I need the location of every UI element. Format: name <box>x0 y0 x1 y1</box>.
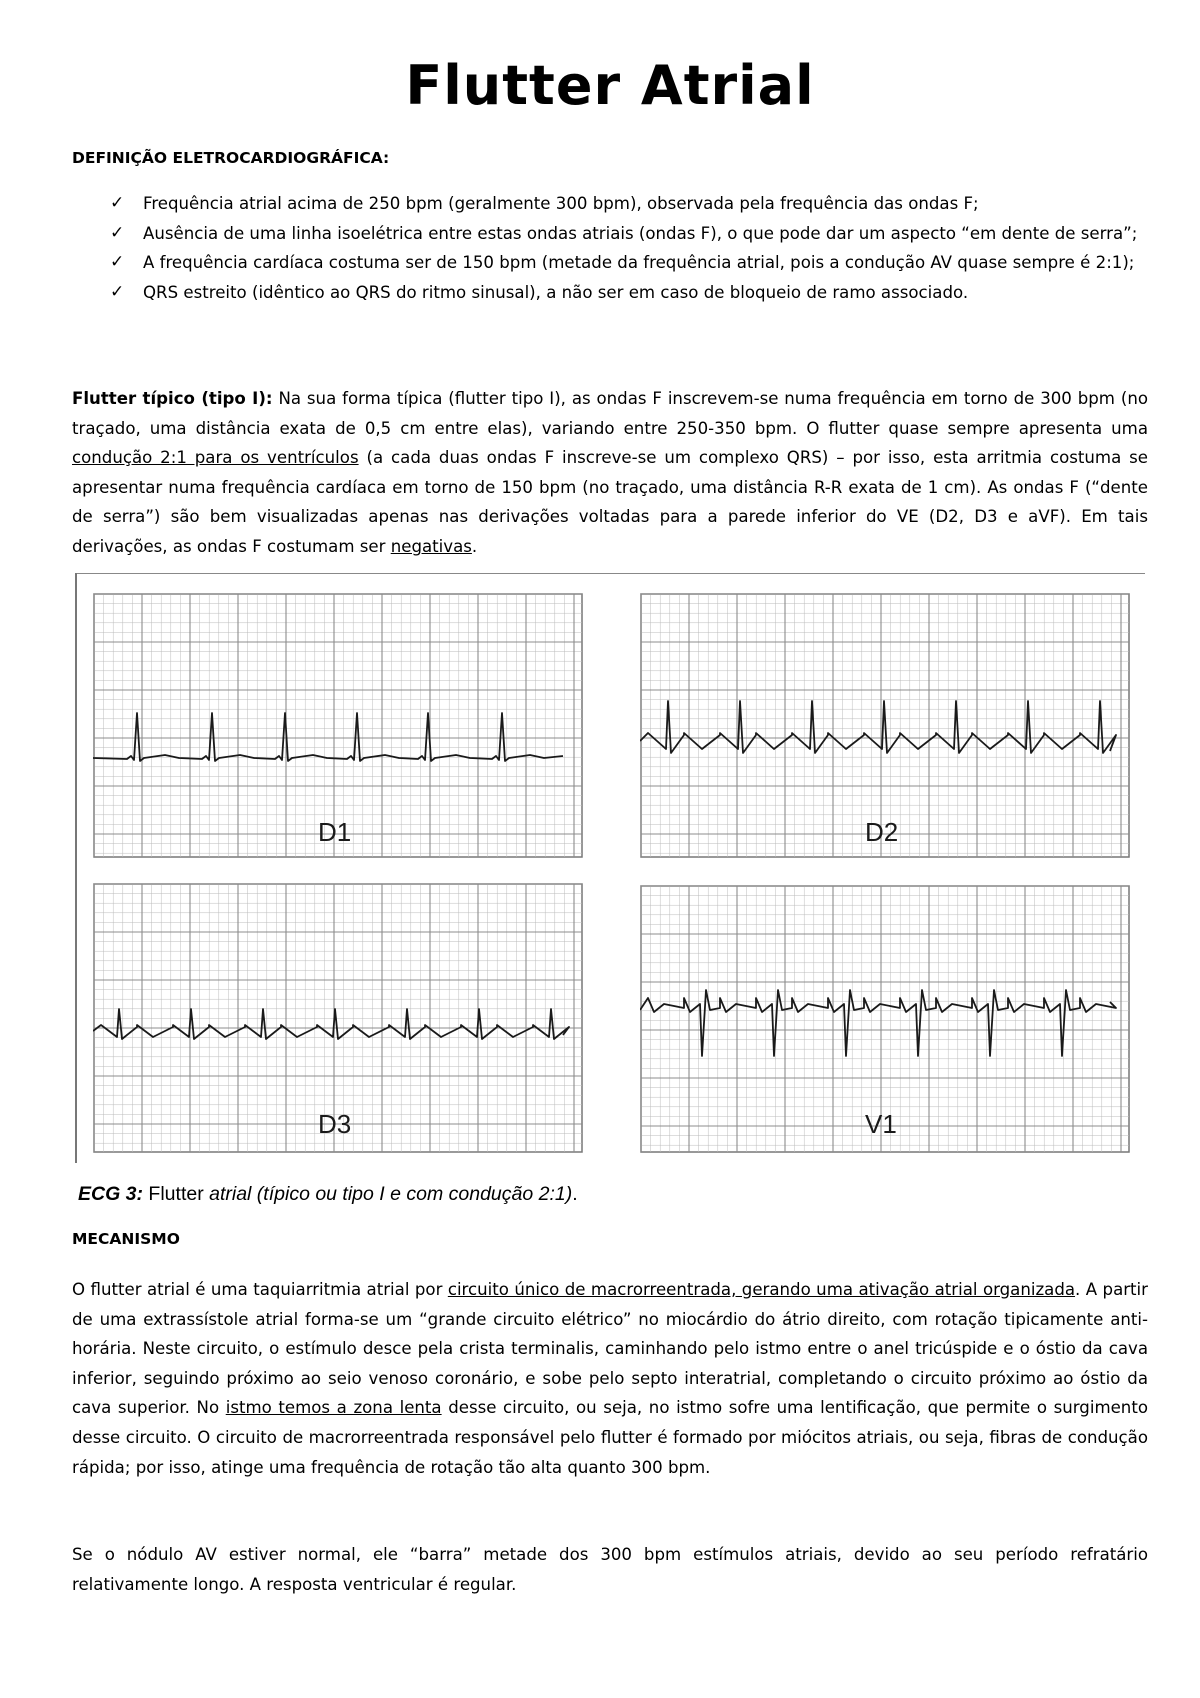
check-icon: ✓ <box>110 222 125 243</box>
ecg-lead-label: D2 <box>865 817 899 847</box>
mechanism-heading: MECANISMO <box>72 1230 180 1248</box>
page-title: Flutter Atrial <box>405 54 815 117</box>
mechanism-paragraph: O flutter atrial é uma taquiarritmia atrial por circuito único de macrorreentrada, gerando uma ativação atrial organizada. A partir de uma extrassístole atrial forma-se um “grande circuito elétrico” no miocárdio do átrio direito, com rotação tipicamente anti-horária. Neste circuito, o estímulo desce pela crista terminalis, caminhando pelo istmo entre o anel tricúspide e o óstio da cava inferior, seguindo próximo ao seio venoso coronário, e sobe pelo septo interatrial, completando o circuito próximo ao óstio da cava superior. No istmo temos a zona lenta desse circuito, ou seja, no istmo sofre uma lentificação, que permite o surgimento desse circuito. O circuito de macrorreentrada responsável pelo flutter é formado por miócitos atriais, ou seja, fibras de condução rápida; por isso, atinge uma frequência de rotação tão alta quanto 300 bpm. <box>72 1280 1148 1477</box>
ecg-d3-trace <box>93 883 583 1153</box>
av-node-paragraph: Se o nódulo AV estiver normal, ele “barra” metade dos 300 bpm estímulos atriais, devido ao seu período refratário relativamente longo. A resposta ventricular é regular. <box>72 1545 1148 1594</box>
typical-flutter-paragraph: Flutter típico (tipo I): Na sua forma típica (flutter tipo I), as ondas F inscrevem-se numa frequência em torno de 300 bpm (no traçado, uma distância exata de 0,5 cm entre elas), variando entre 250-350 bpm. O flutter quase sempre apresenta uma condução 2:1 para os ventrículos (a cada duas ondas F inscreve-se um complexo QRS) – por isso, esta arritmia costuma se apresentar numa frequência cardíaca em torno de 150 bpm (no traçado, uma distância R-R exata de 1 cm). As ondas F (“dente de serra”) são bem visualizadas apenas nas derivações voltadas para a parede inferior do VE (D2, D3 e aVF). Em tais derivações, as ondas F costumam ser negativas. <box>72 389 1148 556</box>
underlined-phrase: negativas <box>390 536 472 556</box>
ecg-lead-label: D1 <box>318 817 352 847</box>
ecg-lead-d3 <box>93 883 583 1153</box>
definition-item: ✓ QRS estreito (idêntico ao QRS do ritmo sinusal), a não ser em caso de bloqueio de ramo associado. <box>72 278 1148 308</box>
ecg-caption: ECG 3: Flutter atrial (típico ou tipo I e com condução 2:1). <box>78 1183 578 1205</box>
definition-item: ✓ A frequência cardíaca costuma ser de 150 bpm (metade da frequência atrial, pois a condução AV quase sempre é 2:1); <box>72 248 1148 278</box>
ecg-lead-d1 <box>93 593 583 858</box>
definition-heading: DEFINIÇÃO ELETROCARDIOGRÁFICA: <box>72 149 390 167</box>
typical-flutter-label: Flutter típico (tipo I): <box>72 389 273 408</box>
definition-item: ✓ Ausência de uma linha isoelétrica entre estas ondas atriais (ondas F), o que pode dar um aspecto “em dente de serra”; <box>72 219 1148 249</box>
ecg-v1-trace <box>640 885 1130 1153</box>
check-icon: ✓ <box>110 281 125 302</box>
definition-list <box>72 189 1148 307</box>
underlined-phrase: circuito único de macrorreentrada, gerando uma ativação atrial organizada <box>447 1280 1076 1299</box>
underlined-phrase: condução 2:1 para os ventrículos <box>72 448 359 468</box>
ecg-lead-v1 <box>640 885 1130 1153</box>
ecg-lead-label: D3 <box>318 1109 352 1139</box>
check-icon: ✓ <box>110 193 125 213</box>
check-icon: ✓ <box>110 252 125 272</box>
ecg-d1-trace <box>93 593 583 858</box>
ecg-lead-d2 <box>640 593 1130 858</box>
ecg-d2-trace <box>640 593 1130 858</box>
ecg-lead-label: V1 <box>865 1109 897 1139</box>
underlined-phrase: istmo temos a zona lenta <box>225 1398 442 1418</box>
definition-item: ✓ Frequência atrial acima de 250 bpm (geralmente 300 bpm), observada pela frequência das ondas F; <box>72 189 1148 219</box>
ecg-figure <box>75 573 1145 1178</box>
